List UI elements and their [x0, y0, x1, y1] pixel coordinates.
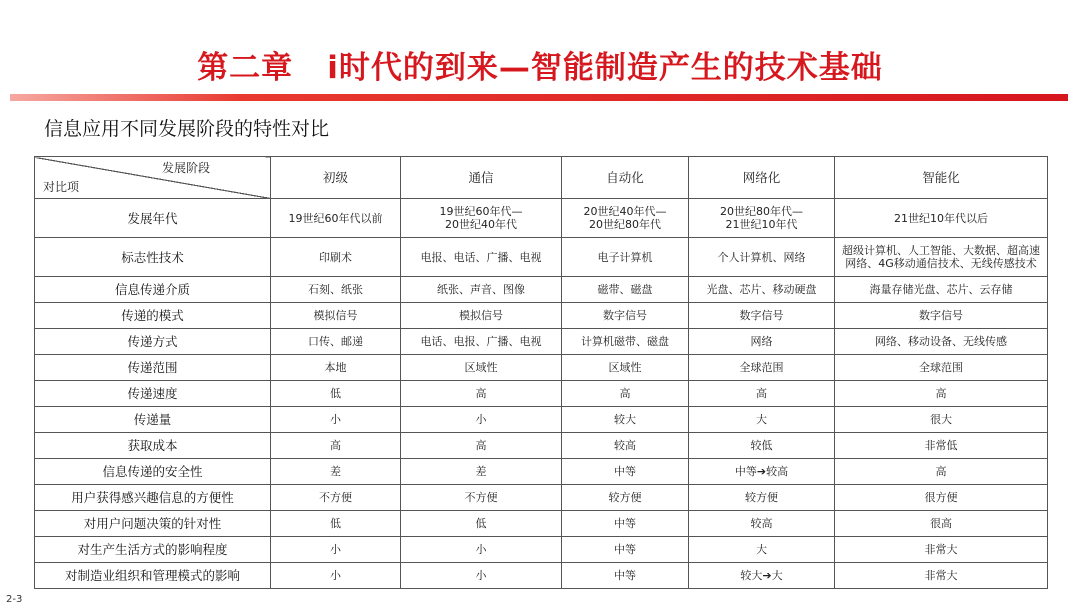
table-cell: 较方便	[562, 485, 689, 511]
table-cell: 小	[271, 563, 401, 589]
table-cell: 高	[835, 459, 1048, 485]
stage-header: 自动化	[562, 157, 689, 199]
table-cell: 全球范围	[689, 355, 835, 381]
table-cell: 中等	[562, 511, 689, 537]
table-cell: 电话、电报、广播、电视	[401, 329, 562, 355]
corner-stage-label: 发展阶段	[161, 161, 210, 175]
table-cell: 模拟信号	[401, 303, 562, 329]
section-subtitle: 信息应用不同发展阶段的特性对比	[44, 118, 330, 140]
chapter-label: 第二章	[197, 50, 294, 86]
row-label: 传递速度	[35, 381, 271, 407]
table-row	[35, 485, 1048, 511]
table-cell: 纸张、声音、图像	[401, 277, 562, 303]
table-cell: 较高	[562, 433, 689, 459]
table-cell: 超级计算机、人工智能、大数据、超高速 网络、4G移动通信技术、无线传感技术	[835, 238, 1048, 277]
comparison-table	[34, 156, 1048, 589]
table-row	[35, 511, 1048, 537]
row-label: 传递量	[35, 407, 271, 433]
table-cell: 口传、邮递	[271, 329, 401, 355]
table-cell: 高	[562, 381, 689, 407]
table-cell: 光盘、芯片、移动硬盘	[689, 277, 835, 303]
table-cell: 石刻、纸张	[271, 277, 401, 303]
title-underline-bar	[10, 94, 1068, 101]
table-cell: 区域性	[562, 355, 689, 381]
table-cell: 低	[271, 511, 401, 537]
table-cell: 海量存储光盘、芯片、云存储	[835, 277, 1048, 303]
row-label: 标志性技术	[35, 238, 271, 277]
table-cell: 小	[401, 407, 562, 433]
table-corner-cell	[35, 157, 271, 199]
table-cell: 磁带、磁盘	[562, 277, 689, 303]
table-row	[35, 459, 1048, 485]
table-row	[35, 563, 1048, 589]
table-cell: 较方便	[689, 485, 835, 511]
row-label: 对用户问题决策的针对性	[35, 511, 271, 537]
table-cell: 中等	[562, 563, 689, 589]
table-cell: 高	[271, 433, 401, 459]
table-cell: 非常大	[835, 563, 1048, 589]
corner-item-label: 对比项	[43, 180, 80, 194]
row-label: 用户获得感兴趣信息的方便性	[35, 485, 271, 511]
table-cell: 小	[271, 537, 401, 563]
table-cell: 中等	[562, 537, 689, 563]
table-cell: 电报、电话、广播、电视	[401, 238, 562, 277]
table-row	[35, 407, 1048, 433]
table-row	[35, 238, 1048, 277]
row-label: 获取成本	[35, 433, 271, 459]
table-cell: 21世纪10年代以后	[835, 199, 1048, 238]
row-label: 传递的模式	[35, 303, 271, 329]
table-cell: 数字信号	[835, 303, 1048, 329]
table-cell: 较低	[689, 433, 835, 459]
table-header-row	[35, 157, 1048, 199]
row-label: 信息传递介质	[35, 277, 271, 303]
table-cell: 全球范围	[835, 355, 1048, 381]
table-cell: 20世纪80年代— 21世纪10年代	[689, 199, 835, 238]
table-cell: 个人计算机、网络	[689, 238, 835, 277]
table-cell: 非常大	[835, 537, 1048, 563]
table-cell: 印刷术	[271, 238, 401, 277]
table-cell: 不方便	[401, 485, 562, 511]
table-cell: 不方便	[271, 485, 401, 511]
row-label: 信息传递的安全性	[35, 459, 271, 485]
table-cell: 很高	[835, 511, 1048, 537]
table-cell: 中等➔较高	[689, 459, 835, 485]
table-row	[35, 433, 1048, 459]
chapter-title: i时代的到来—智能制造产生的技术基础	[327, 50, 883, 86]
row-label: 对制造业组织和管理模式的影响	[35, 563, 271, 589]
stage-header: 网络化	[689, 157, 835, 199]
row-label: 传递范围	[35, 355, 271, 381]
table-cell: 电子计算机	[562, 238, 689, 277]
table-cell: 低	[271, 381, 401, 407]
slide-title	[0, 42, 1080, 87]
table-cell: 数字信号	[562, 303, 689, 329]
table-cell: 很方便	[835, 485, 1048, 511]
table-row	[35, 303, 1048, 329]
table-cell: 网络、移动设备、无线传感	[835, 329, 1048, 355]
table-cell: 较大➔大	[689, 563, 835, 589]
table-cell: 网络	[689, 329, 835, 355]
table-cell: 高	[401, 381, 562, 407]
table-row	[35, 537, 1048, 563]
table-cell: 计算机磁带、磁盘	[562, 329, 689, 355]
table-row	[35, 199, 1048, 238]
stage-header: 智能化	[835, 157, 1048, 199]
table-cell: 中等	[562, 459, 689, 485]
table-cell: 低	[401, 511, 562, 537]
row-label: 对生产生活方式的影响程度	[35, 537, 271, 563]
table-cell: 差	[271, 459, 401, 485]
table-cell: 差	[401, 459, 562, 485]
table-cell: 本地	[271, 355, 401, 381]
page-number: 2-3	[6, 594, 23, 605]
row-label: 传递方式	[35, 329, 271, 355]
table-cell: 20世纪40年代— 20世纪80年代	[562, 199, 689, 238]
table-cell: 区域性	[401, 355, 562, 381]
table-row	[35, 329, 1048, 355]
table-cell: 19世纪60年代— 20世纪40年代	[401, 199, 562, 238]
table-cell: 小	[401, 563, 562, 589]
table-cell: 很大	[835, 407, 1048, 433]
table-cell: 大	[689, 407, 835, 433]
table-cell: 小	[401, 537, 562, 563]
table-cell: 小	[271, 407, 401, 433]
table-cell: 数字信号	[689, 303, 835, 329]
table-cell: 高	[835, 381, 1048, 407]
table-cell: 较高	[689, 511, 835, 537]
table-row	[35, 355, 1048, 381]
stage-header: 通信	[401, 157, 562, 199]
row-label: 发展年代	[35, 199, 271, 238]
table-cell: 高	[401, 433, 562, 459]
table-cell: 19世纪60年代以前	[271, 199, 401, 238]
table-cell: 非常低	[835, 433, 1048, 459]
table-cell: 模拟信号	[271, 303, 401, 329]
table-cell: 高	[689, 381, 835, 407]
table-row	[35, 381, 1048, 407]
table-cell: 较大	[562, 407, 689, 433]
stage-header: 初级	[271, 157, 401, 199]
table-cell: 大	[689, 537, 835, 563]
table-row	[35, 277, 1048, 303]
